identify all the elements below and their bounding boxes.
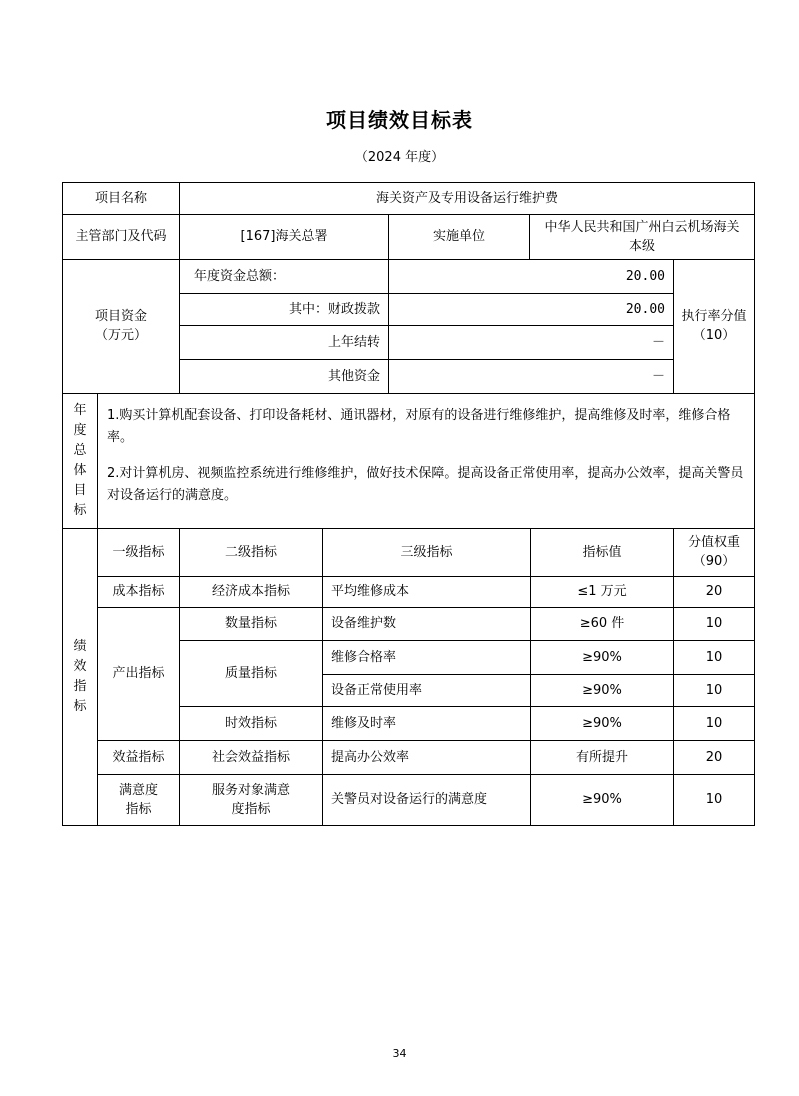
- unit-value: 中华人民共和国广州白云机场海关本级: [544, 219, 740, 254]
- exec-rate-label: 执行率分值（10）: [681, 309, 747, 343]
- level1-cell: 产出指标: [112, 666, 165, 681]
- funds-other-value: －: [651, 368, 665, 384]
- dept-value: [167]海关总署: [240, 229, 328, 244]
- level2-cell: 服务对象满意度指标: [211, 782, 290, 817]
- funds-total-value: 20.00: [625, 268, 665, 284]
- level3-cell: 提高办公效率: [331, 749, 410, 765]
- value-cell: ≥60 件: [579, 616, 625, 631]
- header-level1: 一级指标: [112, 544, 165, 560]
- performance-table: [62, 182, 755, 826]
- level2-cell: 时效指标: [224, 715, 277, 731]
- level3-cell: 维修及时率: [331, 715, 397, 731]
- level3-cell: 设备正常使用率: [331, 682, 423, 698]
- page-number: 34: [392, 1047, 407, 1060]
- header-value: 指标值: [582, 544, 622, 560]
- funds-other-label: 其他资金: [327, 368, 380, 384]
- weight-cell: 10: [705, 715, 723, 731]
- level2-cell: 数量指标: [224, 616, 277, 631]
- funds-carryover-label: 上年结转: [327, 334, 380, 350]
- level2-cell: 社会效益指标: [211, 749, 290, 765]
- goals-label: 年度总体目标: [73, 402, 87, 518]
- project-name-value: 海关资产及专用设备运行维护费: [375, 191, 558, 206]
- header-level2: 二级指标: [224, 544, 277, 560]
- level1-cell: 成本指标: [112, 584, 165, 599]
- page-subtitle: （2024 年度）: [354, 150, 445, 165]
- value-cell: ≥90%: [582, 792, 622, 807]
- project-name-label: 项目名称: [94, 191, 147, 206]
- level3-cell: 关警员对设备运行的满意度: [331, 792, 488, 807]
- funds-total-label: 年度资金总额：: [194, 268, 286, 284]
- weight-cell: 10: [705, 649, 723, 665]
- unit-label: 实施单位: [432, 229, 485, 244]
- header-weight: 分值权重（90）: [687, 535, 740, 569]
- level3-cell: 平均维修成本: [331, 584, 410, 599]
- level1-cell: 满意度指标: [118, 782, 158, 817]
- weight-cell: 10: [705, 792, 723, 807]
- page-title: 项目绩效目标表: [326, 108, 473, 132]
- level2-cell: 质量指标: [224, 665, 277, 681]
- value-cell: ≥90%: [582, 715, 622, 731]
- level1-cell: 效益指标: [112, 749, 165, 765]
- value-cell: 有所提升: [575, 749, 628, 765]
- value-cell: ≥90%: [582, 682, 622, 698]
- level3-cell: 设备维护数: [331, 616, 397, 631]
- indicators-label: 绩效指标: [73, 638, 87, 714]
- goal-item: 2.对计算机房、视频监控系统进行维修维护，做好技术保障。提高设备正常使用率，提高办公效率，提高关警员对设备运行的满意度。: [107, 466, 744, 503]
- goals-text: [107, 405, 749, 521]
- funds-fiscal-value: 20.00: [625, 301, 665, 317]
- level3-cell: 维修合格率: [331, 649, 397, 665]
- header-level3: 三级指标: [400, 544, 453, 560]
- weight-cell: 20: [705, 584, 723, 599]
- weight-cell: 10: [705, 616, 723, 631]
- weight-cell: 10: [705, 682, 723, 698]
- level2-cell: 经济成本指标: [211, 584, 290, 599]
- goal-item: 1.购买计算机配套设备、打印设备耗材、通讯器材，对原有的设备进行维修维护，提高维修及时率，维修合格率。: [107, 408, 731, 445]
- funds-fiscal-label: 其中：财政拨款: [288, 301, 380, 317]
- value-cell: ≥90%: [582, 649, 622, 665]
- value-cell: ≤1 万元: [577, 584, 627, 599]
- funds-carryover-value: －: [651, 334, 665, 350]
- dept-label: 主管部门及代码: [75, 229, 167, 244]
- weight-cell: 20: [705, 749, 723, 765]
- funds-label: 项目资金（万元）: [94, 309, 147, 343]
